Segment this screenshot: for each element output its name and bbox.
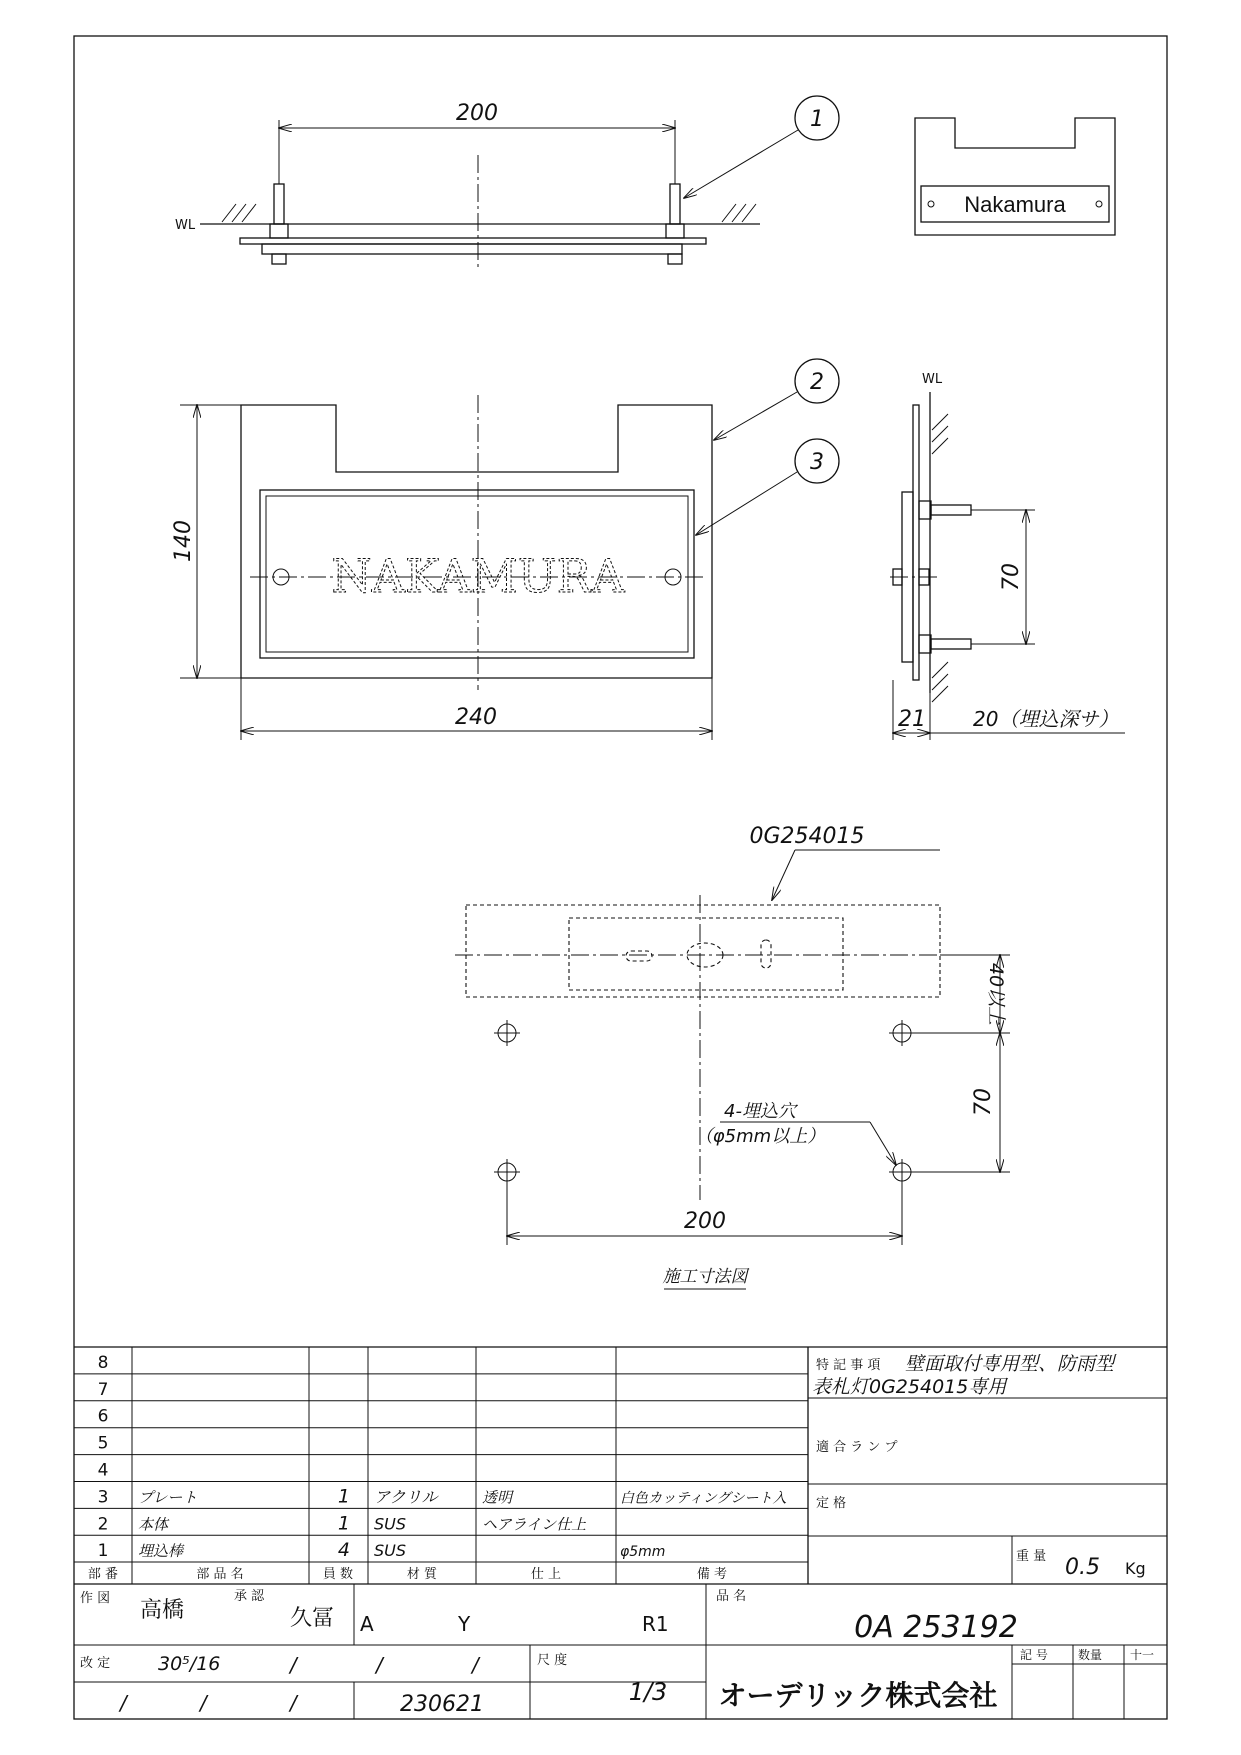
- table-cell-name: 埋込棒: [138, 1542, 184, 1561]
- drawn-by: 高橋: [140, 1598, 185, 1623]
- scale-value: 1/3: [628, 1678, 668, 1706]
- notes-line1: 壁面取付専用型、防雨型: [905, 1353, 1115, 1375]
- top-view: [175, 96, 839, 270]
- approved-label: 承 認: [234, 1589, 265, 1604]
- table-cell-material: SUS: [374, 1514, 407, 1534]
- extra-label: 十一: [1130, 1648, 1155, 1662]
- embed-hole: [494, 1020, 520, 1046]
- weight-label: 重 量: [1016, 1549, 1047, 1564]
- table-cell-finish: ヘアライン仕上: [482, 1515, 587, 1534]
- lamp-label: 適 合 ラ ン プ: [816, 1440, 898, 1455]
- table-cell-no: 5: [97, 1433, 109, 1454]
- plate-text: NAKAMURA: [331, 549, 625, 603]
- code-y: Y: [458, 1612, 471, 1636]
- table-cell-no: 7: [97, 1379, 109, 1400]
- iso-logo-text: Nakamura: [964, 192, 1066, 217]
- notes-area: [808, 1353, 1167, 1584]
- qty-label: 数量: [1078, 1648, 1103, 1662]
- table-header-finish: 仕 上: [530, 1567, 562, 1582]
- embed-hole: [889, 1020, 915, 1046]
- slash-2: /: [376, 1653, 383, 1677]
- dim-hole-pitch-h: 200: [684, 1209, 726, 1234]
- embed-hole: [494, 1159, 520, 1185]
- sheet-border: [74, 36, 1167, 1719]
- install-view: [455, 824, 1010, 1289]
- table-header-note: 備 考: [696, 1567, 728, 1582]
- revision-label: 改 定: [80, 1656, 111, 1671]
- balloon-1: 1: [810, 107, 824, 132]
- dim-hole-pitch-v: 70: [971, 1088, 996, 1116]
- front-view: [171, 359, 839, 740]
- company-name: オーデリック株式会社: [718, 1679, 998, 1712]
- revision-date: 30⁵/16: [158, 1653, 221, 1675]
- rating-label: 定 格: [816, 1496, 847, 1511]
- embed-hole: [889, 1159, 915, 1185]
- install-title: 施工寸法図: [662, 1267, 748, 1287]
- notes-line2: 表札灯0G254015専用: [812, 1376, 1007, 1398]
- wl-label: WL: [175, 218, 196, 233]
- dim-side-depth: 21: [898, 707, 926, 732]
- dim-front-width: 240: [455, 705, 497, 730]
- dim-front-height: 140: [171, 520, 196, 562]
- weight-unit: Kg: [1125, 1559, 1146, 1578]
- table-cell-no: 1: [97, 1541, 109, 1562]
- code-a: A: [360, 1612, 374, 1636]
- slash-6: /: [290, 1691, 297, 1715]
- table-cell-no: 2: [97, 1514, 109, 1535]
- table-cell-no: 6: [97, 1406, 109, 1427]
- balloon-3: 3: [810, 450, 824, 475]
- balloon-2: 2: [810, 370, 824, 395]
- template-label: 0G254015: [749, 824, 865, 849]
- rev-code: R1: [642, 1612, 669, 1636]
- table-header-qty: 員 数: [322, 1567, 354, 1582]
- symbol-label: 記 号: [1020, 1648, 1048, 1662]
- dim-embed-depth: 20（埋込深サ）: [973, 707, 1119, 731]
- table-cell-material: SUS: [374, 1541, 407, 1561]
- weight-value: 0.5: [1065, 1555, 1100, 1580]
- date-code: 230621: [400, 1692, 484, 1717]
- table-cell-name: 本体: [138, 1515, 169, 1534]
- table-cell-no: 4: [97, 1460, 109, 1481]
- holes-note-2: （φ5mm以上）: [694, 1126, 826, 1147]
- table-cell-qty: 1: [337, 1485, 350, 1508]
- table-cell-qty: 1: [337, 1512, 350, 1535]
- table-cell-no: 8: [97, 1352, 109, 1373]
- slash-5: /: [200, 1691, 207, 1715]
- table-cell-material: アクリル: [374, 1487, 438, 1507]
- table-cell-finish: 透明: [482, 1488, 513, 1507]
- approved-by: 久冨: [290, 1606, 335, 1631]
- side-wl-label: WL: [922, 372, 943, 387]
- table-cell-no: 3: [97, 1487, 109, 1508]
- scale-label: 尺 度: [537, 1653, 568, 1668]
- table-header-material: 材 質: [406, 1567, 438, 1582]
- table-cell-qty: 4: [337, 1539, 350, 1562]
- table-cell-name: プレート: [138, 1488, 198, 1507]
- side-view: [890, 372, 1125, 740]
- title-block: [74, 1584, 1167, 1719]
- slash-1: /: [290, 1653, 297, 1677]
- table-cell-note: φ5mm: [620, 1544, 666, 1561]
- table-header-name: 部 品 名: [196, 1567, 244, 1582]
- table-cell-note: 白色カッティングシート入: [620, 1490, 787, 1507]
- product-label: 品 名: [716, 1589, 747, 1604]
- product-no: 0A 253192: [854, 1610, 1018, 1645]
- iso-view: [915, 118, 1115, 235]
- dim-side-pitch: 70: [999, 563, 1024, 591]
- dim-top-width: 200: [456, 101, 498, 126]
- dim-template-offset: 40以上: [985, 962, 1007, 1026]
- slash-3: /: [472, 1653, 479, 1677]
- notes-label: 特 記 事 項: [816, 1358, 881, 1373]
- holes-note-1: 4-埋込穴: [724, 1101, 796, 1122]
- table-header-no: 部 番: [87, 1567, 119, 1582]
- drawn-label: 作 図: [80, 1591, 111, 1606]
- slash-4: /: [120, 1691, 127, 1715]
